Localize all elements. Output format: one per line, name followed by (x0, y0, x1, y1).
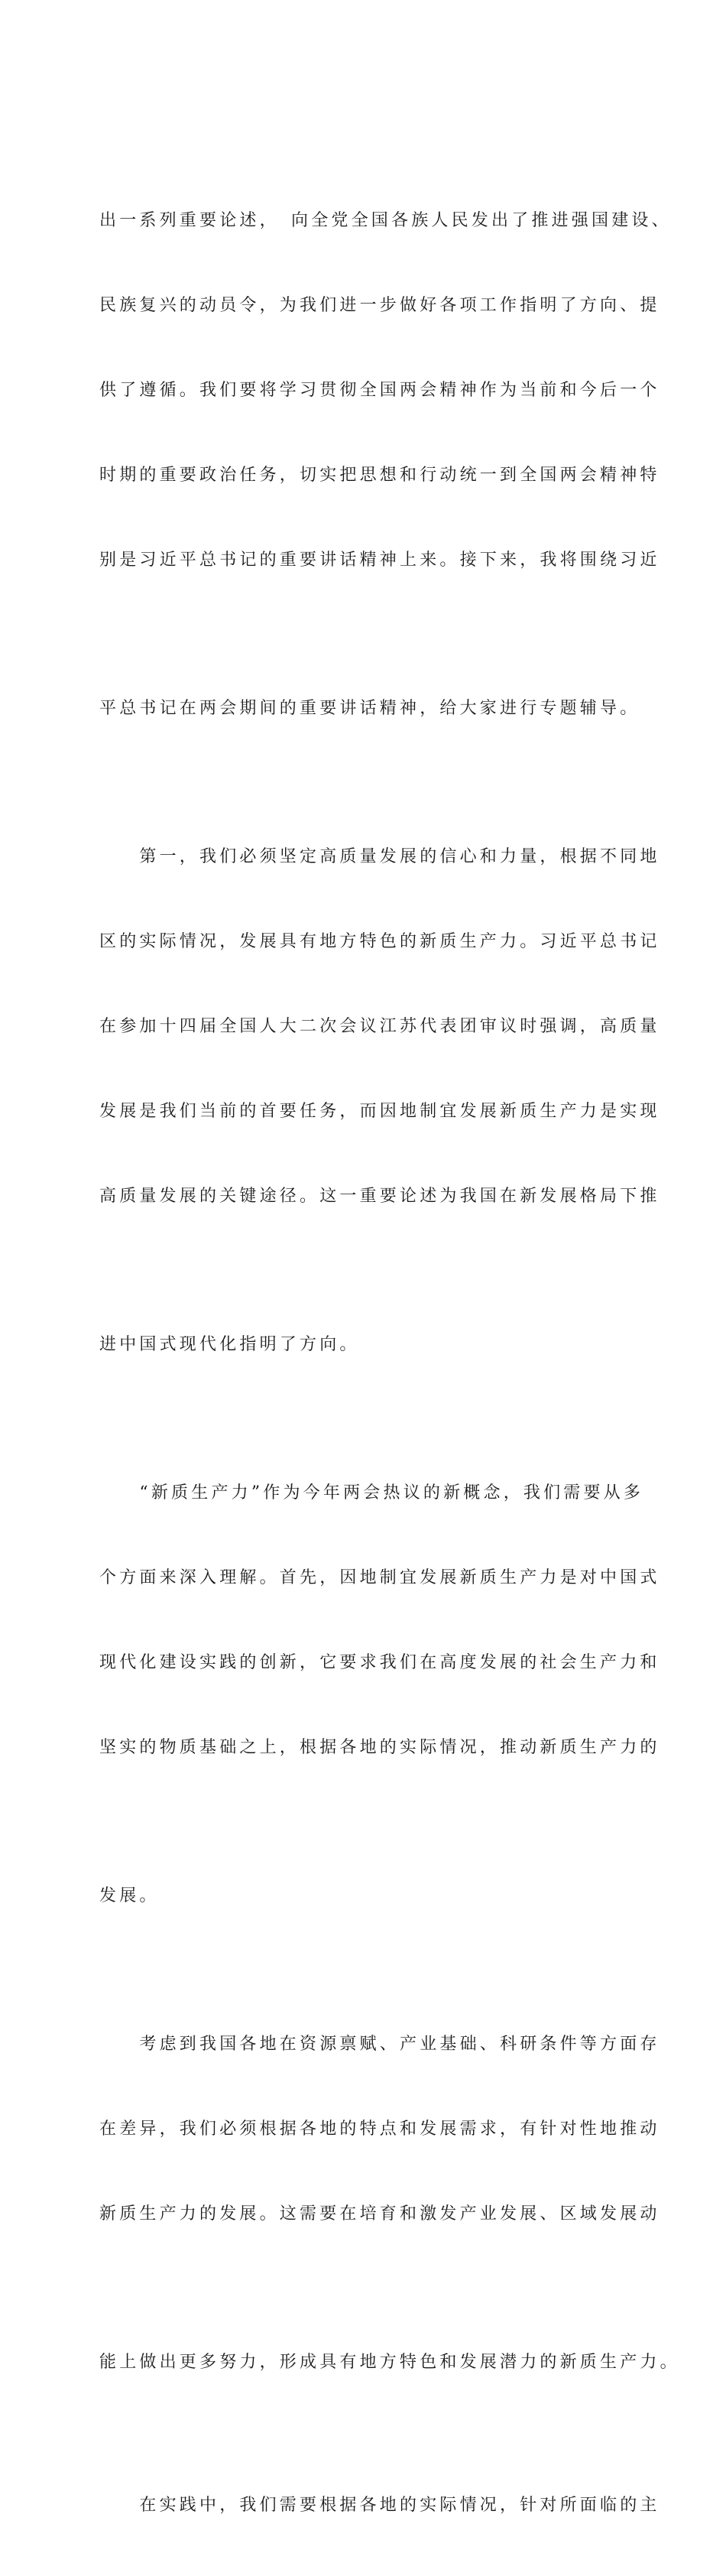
text-line: 高质量发展的关键途径。这一重要论述为我国在新发展格局下推 (99, 1187, 660, 1206)
text-line: 区的实际情况，发展具有地方特色的新质生产力。习近平总书记 (99, 932, 660, 951)
text-line: 别是习近平总书记的重要讲话精神上来。接下来，我将围绕习近 (99, 551, 660, 570)
text-line: 在差异，我们必须根据各地的特点和发展需求，有针对性地推动 (99, 2120, 660, 2139)
text-line: “新质生产力”作为今年两会热议的新概念，我们需要从多 (99, 1483, 644, 1502)
text-line: 第一，我们必须坚定高质量发展的信心和力量，根据不同地 (99, 847, 660, 866)
body-text (99, 150, 680, 2576)
text-line: 坚实的物质基础之上，根据各地的实际情况，推动新质生产力的 (99, 1738, 660, 1757)
text-line: 平总书记在两会期间的重要讲话精神，给大家进行专题辅导。 (99, 699, 640, 718)
text-line: 进中国式现代化指明了方向。 (99, 1335, 360, 1354)
text-line: 个方面来深入理解。首先，因地制宜发展新质生产力是对中国式 (99, 1568, 660, 1587)
text-line: 时期的重要政治任务，切实把思想和行动统一到全国两会精神特 (99, 466, 660, 485)
text-line: 能上做出更多努力，形成具有地方特色和发展潜力的新质生产力。 (99, 2353, 680, 2372)
text-line: 考虑到我国各地在资源禀赋、产业基础、科研条件等方面存 (99, 2035, 660, 2054)
text-line: 在实践中，我们需要根据各地的实际情况，针对所面临的主 (99, 2496, 660, 2515)
text-line: 供了遵循。我们要将学习贯彻全国两会精神作为当前和今后一个 (99, 381, 660, 400)
text-line: 发展。 (99, 1886, 160, 1905)
text-line: 民族复兴的动员令，为我们进一步做好各项工作指明了方向、提 (99, 296, 660, 315)
text-line: 发展是我们当前的首要任务，而因地制宜发展新质生产力是实现 (99, 1102, 660, 1121)
text-line: 新质生产力的发展。这需要在培育和激发产业发展、区域发展动 (99, 2204, 660, 2224)
text-line: 现代化建设实践的创新，它要求我们在高度发展的社会生产力和 (99, 1653, 660, 1672)
text-line: 在参加十四届全国人大二次会议江苏代表团审议时强调，高质量 (99, 1017, 660, 1036)
text-line: 出一系列重要论述， 向全党全国各族人民发出了推进强国建设、 (99, 211, 672, 230)
